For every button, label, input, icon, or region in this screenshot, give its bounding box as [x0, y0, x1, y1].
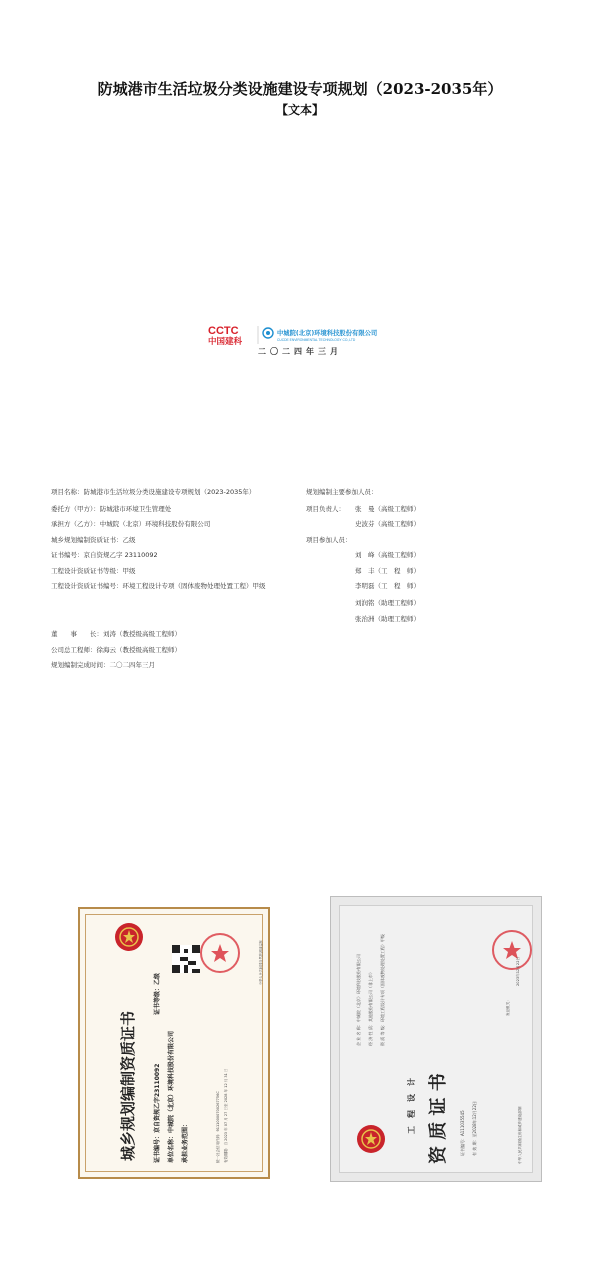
- planning-cert-title: 城乡规划编制资质证书: [119, 1010, 137, 1161]
- info-contractor: 承担方（乙方）：中城院（北京）环境科技股份有限公司: [51, 520, 211, 528]
- red-seal-icon: [198, 931, 242, 975]
- planning-cert-grade: 证书等级：乙级: [154, 972, 161, 1015]
- document-subtitle: 【文本】: [275, 103, 324, 117]
- cucde-logo: [263, 328, 377, 342]
- project-leader-1: 张 曼（高级工程师）: [355, 505, 420, 513]
- design-qualification-certificate: [330, 896, 542, 1182]
- document-title: 防城港市生活垃圾分类设施建设专项规划（2023-2035年）: [97, 80, 503, 98]
- info-design-grade: 工程设计资质证书等级：甲级: [51, 567, 136, 575]
- info-client: 委托方（甲方）：防城港市环境卫生管理处: [51, 505, 172, 513]
- info-chief-engineer: 公司总工程师：徐海云（教授级高级工程师）: [51, 646, 181, 654]
- info-planning-grade: 城乡规划编制资质证书：乙级: [51, 536, 136, 544]
- design-cert-issuer: 中华人民共和国住房和城乡建设部制: [518, 1106, 522, 1164]
- cucde-logo-cn: 中城院(北京)环境科技股份有限公司: [277, 330, 378, 337]
- member-2: 郑 丰（工 程 师）: [355, 567, 420, 575]
- national-emblem-icon: [112, 921, 146, 953]
- member-5: 张治洲（助理工程师）: [355, 615, 420, 623]
- design-cert-name: 企 业 名 称：中城院（北京）环境科技股份有限公司: [356, 954, 361, 1046]
- document-date: 二〇二四年三月: [258, 347, 342, 356]
- info-chairman: 董 事 长：刘涛（教授级高级工程师）: [51, 630, 181, 638]
- member-3: 李明磊（工 程 师）: [355, 582, 420, 590]
- project-leader-label: 项目负责人：: [306, 505, 345, 513]
- planning-cert-scope: 承担业务范围：: [182, 1120, 189, 1163]
- info-completion-time: 规划编制完成时间：二〇二四年三月: [51, 661, 155, 669]
- design-cert-date: 2023年12月22日: [516, 956, 520, 986]
- info-design-cert: 工程设计资质证书编号：环境工程设计专项（固体废物处理处置工程）甲级: [51, 582, 266, 590]
- info-project-name: 项目名称：防城港市生活垃圾分类设施建设专项规划（2023-2035年）: [51, 488, 256, 496]
- cctc-logo-cn: 中国建科: [208, 337, 243, 346]
- design-cert-number: 证书编号：A111035545: [460, 1110, 465, 1156]
- design-cert-grade: 资 质 等 级：环境工程设计专项（固体废物处理处置工程）甲级: [380, 934, 385, 1046]
- planning-cert-unit: 单位名称：中城院（北京）环境科技股份有限公司: [168, 1030, 175, 1163]
- cctc-logo: [208, 325, 243, 346]
- project-leader-2: 史波芬（高级工程师）: [355, 520, 420, 528]
- member-4: 刘润铭（助理工程师）: [355, 599, 420, 607]
- design-cert-org: 发证机关：: [506, 998, 510, 1016]
- design-cert-emblem-icon: [354, 1122, 388, 1156]
- design-cert-seal-icon: [490, 928, 534, 972]
- planning-cert-credit-code: 统一社会信用代码：91110000700267756C: [216, 1091, 220, 1163]
- cctc-logo-letters: CCTC: [208, 325, 239, 337]
- planning-cert-number: 证书编号：京自资规乙字23110092: [154, 1063, 161, 1163]
- info-cert-number: 证书编号：京自资规乙字 23110092: [51, 551, 158, 559]
- planning-cert-valid: 有效期限：自 2023 年 07 月 27 日至 2028 年 12 月 31 日: [224, 1068, 228, 1163]
- members-label: 项目参加人员：: [306, 536, 352, 544]
- cucde-logo-en: CUCDE ENVIRONMENTAL TECHNOLOGY CO.,LTD: [277, 338, 356, 342]
- design-cert-title: 资 质 证 书: [428, 1073, 449, 1164]
- company-logos: [208, 324, 398, 346]
- design-cert-valid: 有 效 期：至2028年12月22日: [472, 1101, 477, 1156]
- planning-cert-issuer: 中华人民共和国自然资源部监制: [259, 940, 263, 985]
- planning-qualification-certificate: [78, 907, 270, 1179]
- member-1: 刘 峰（高级工程师）: [355, 551, 420, 559]
- design-cert-subtitle: 工 程 设 计: [406, 1078, 416, 1134]
- participants-heading: 规划编制主要参加人员：: [306, 488, 378, 496]
- qr-code-icon: [172, 945, 200, 973]
- design-cert-eco: 经 济 性 质：其他股份有限公司（非上市）: [368, 970, 373, 1046]
